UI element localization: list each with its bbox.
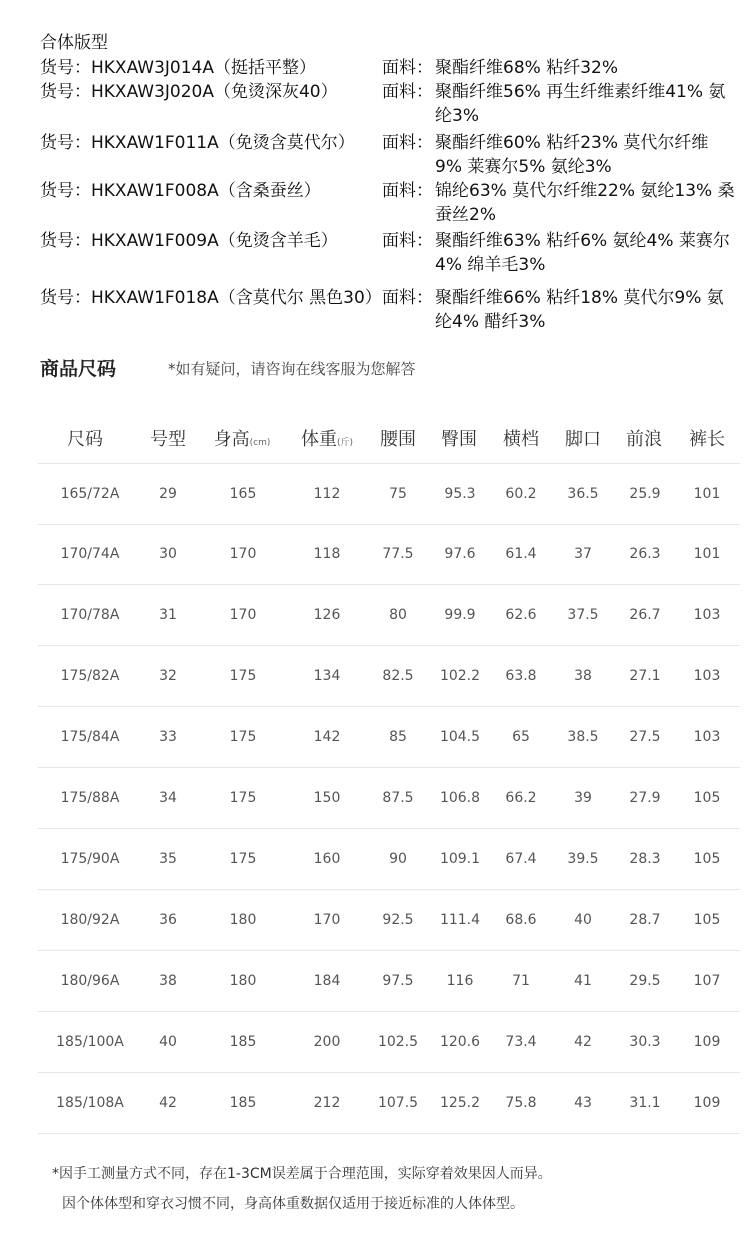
table-cell: 39.5 <box>567 851 599 867</box>
table-cell: 38 <box>159 973 177 989</box>
fabric-composition: 聚酯纤维63% 粘纤6% 氨纶4% 莱赛尔4% 绵羊毛3% <box>435 231 730 275</box>
table-cell: 30 <box>159 546 177 562</box>
size-section-title: 商品尺码 <box>40 358 117 380</box>
fabric-label: 面料： <box>382 82 433 102</box>
table-cell: 92.5 <box>382 912 414 928</box>
table-cell: 41 <box>574 973 592 989</box>
table-cell: 71 <box>512 973 530 989</box>
header-cell: 前浪 <box>626 429 662 450</box>
table-cell: 185 <box>229 1034 257 1050</box>
table-cell: 112 <box>313 486 341 502</box>
table-cell: 111.4 <box>439 912 481 928</box>
table-cell: 180/92A <box>60 912 120 928</box>
table-cell: 175 <box>229 790 257 806</box>
table-cell: 95.3 <box>444 486 476 502</box>
table-cell: 184 <box>313 973 341 989</box>
table-cell: 212 <box>313 1095 341 1111</box>
table-cell: 170 <box>313 912 341 928</box>
table-cell: 150 <box>313 790 341 806</box>
table-cell: 185/100A <box>56 1034 124 1050</box>
table-cell: 126 <box>313 607 341 623</box>
table-cell: 109 <box>693 1095 721 1111</box>
table-cell: 43 <box>574 1095 592 1111</box>
table-cell: 29 <box>159 486 177 502</box>
header-cell: 臀围 <box>441 429 477 450</box>
header-cell: 号型 <box>150 429 186 450</box>
table-cell: 27.5 <box>629 729 661 745</box>
table-cell: 40 <box>574 912 592 928</box>
table-row <box>38 829 740 890</box>
table-cell: 38 <box>574 668 592 684</box>
table-cell: 170 <box>229 546 257 562</box>
table-cell: 28.3 <box>629 851 661 867</box>
table-cell: 38.5 <box>567 729 599 745</box>
table-cell: 60.2 <box>505 486 537 502</box>
table-cell: 36 <box>159 912 177 928</box>
table-cell: 75 <box>389 486 407 502</box>
table-cell: 109.1 <box>439 851 481 867</box>
table-cell: 105 <box>693 790 721 806</box>
table-cell: 175/90A <box>60 851 120 867</box>
fabric-label: 面料： <box>382 133 433 153</box>
table-cell: 105 <box>693 851 721 867</box>
table-cell: 27.9 <box>629 790 661 806</box>
table-row <box>38 1012 740 1073</box>
size-table-header <box>40 417 740 457</box>
table-cell: 31.1 <box>629 1095 661 1111</box>
table-cell: 160 <box>313 851 341 867</box>
table-cell: 180/96A <box>60 973 120 989</box>
table-cell: 134 <box>313 668 341 684</box>
table-cell: 175/88A <box>60 790 120 806</box>
size-section-note: *如有疑问，请咨询在线客服为您解答 <box>168 360 416 378</box>
header-cell: 身高(cm) <box>213 429 271 450</box>
product-code: 货号：HKXAW1F008A（含桑蚕丝） <box>40 181 321 201</box>
table-cell: 87.5 <box>382 790 414 806</box>
product-code: 货号：HKXAW3J014A（挺括平整） <box>40 58 316 78</box>
footnote: 因个体体型和穿衣习惯不同，身高体重数据仅适用于接近标准的人体体型。 <box>62 1196 524 1212</box>
table-cell: 37 <box>574 546 592 562</box>
table-cell: 105 <box>693 912 721 928</box>
table-cell: 62.6 <box>505 607 537 623</box>
table-cell: 73.4 <box>505 1034 537 1050</box>
table-cell: 31 <box>159 607 177 623</box>
table-cell: 107.5 <box>377 1095 419 1111</box>
table-cell: 28.7 <box>629 912 661 928</box>
table-cell: 75.8 <box>505 1095 537 1111</box>
fabric-label: 面料： <box>382 181 433 201</box>
fabric-composition: 聚酯纤维68% 粘纤32% <box>435 58 618 78</box>
table-cell: 103 <box>693 668 721 684</box>
table-cell: 109 <box>693 1034 721 1050</box>
table-cell: 180 <box>229 973 257 989</box>
fabric-label: 面料： <box>382 58 433 78</box>
table-cell: 118 <box>313 546 341 562</box>
table-cell: 80 <box>389 607 407 623</box>
table-cell: 170/78A <box>60 607 120 623</box>
table-cell: 27.1 <box>629 668 661 684</box>
table-cell: 40 <box>159 1034 177 1050</box>
table-cell: 97.5 <box>382 973 414 989</box>
table-cell: 32 <box>159 668 177 684</box>
table-cell: 165/72A <box>60 486 120 502</box>
table-cell: 34 <box>159 790 177 806</box>
table-cell: 42 <box>574 1034 592 1050</box>
table-cell: 63.8 <box>505 668 537 684</box>
header-cell: 裤长 <box>689 429 725 450</box>
table-cell: 65 <box>512 729 530 745</box>
table-cell: 66.2 <box>505 790 537 806</box>
header-cell: 横档 <box>503 429 539 450</box>
table-row <box>38 951 740 1012</box>
table-cell: 30.3 <box>629 1034 661 1050</box>
table-cell: 102.2 <box>439 668 481 684</box>
table-cell: 104.5 <box>439 729 481 745</box>
table-cell: 175/82A <box>60 668 120 684</box>
product-code: 货号：HKXAW1F018A（含莫代尔 黑色30） <box>40 288 382 308</box>
product-code: 货号：HKXAW1F009A（免烫含羊毛） <box>40 231 338 251</box>
product-code: 货号：HKXAW3J020A（免烫深灰40） <box>40 82 338 102</box>
product-code: 货号：HKXAW1F011A（免烫含莫代尔） <box>40 133 355 153</box>
table-cell: 33 <box>159 729 177 745</box>
table-cell: 29.5 <box>629 973 661 989</box>
fabric-composition: 锦纶63% 莫代尔纤维22% 氨纶13% 桑蚕丝2% <box>435 181 735 225</box>
table-cell: 102.5 <box>377 1034 419 1050</box>
table-cell: 25.9 <box>629 486 661 502</box>
table-cell: 35 <box>159 851 177 867</box>
header-cell: 腰围 <box>380 429 416 450</box>
fit-label: 合体版型 <box>40 33 108 53</box>
table-cell: 180 <box>229 912 257 928</box>
table-cell: 101 <box>693 486 721 502</box>
table-cell: 67.4 <box>505 851 537 867</box>
table-cell: 42 <box>159 1095 177 1111</box>
table-cell: 107 <box>693 973 721 989</box>
table-row <box>38 585 740 646</box>
table-cell: 101 <box>693 546 721 562</box>
table-cell: 82.5 <box>382 668 414 684</box>
table-cell: 125.2 <box>439 1095 481 1111</box>
table-row <box>38 524 740 585</box>
table-cell: 37.5 <box>567 607 599 623</box>
table-cell: 106.8 <box>439 790 481 806</box>
table-cell: 103 <box>693 729 721 745</box>
fabric-label: 面料： <box>382 288 433 308</box>
fabric-composition: 聚酯纤维60% 粘纤23% 莫代尔纤维9% 莱赛尔5% 氨纶3% <box>435 133 709 177</box>
table-cell: 36.5 <box>567 486 599 502</box>
header-cell: 脚口 <box>565 429 601 450</box>
table-cell: 116 <box>446 973 474 989</box>
table-cell: 165 <box>229 486 257 502</box>
table-row <box>38 463 740 525</box>
table-row <box>38 890 740 951</box>
table-cell: 185 <box>229 1095 257 1111</box>
table-cell: 77.5 <box>382 546 414 562</box>
table-row <box>38 768 740 829</box>
table-cell: 142 <box>313 729 341 745</box>
table-cell: 26.3 <box>629 546 661 562</box>
fabric-composition: 聚酯纤维56% 再生纤维素纤维41% 氨纶3% <box>435 82 726 126</box>
table-cell: 97.6 <box>444 546 476 562</box>
fabric-label: 面料： <box>382 231 433 251</box>
table-cell: 68.6 <box>505 912 537 928</box>
table-cell: 61.4 <box>505 546 537 562</box>
table-cell: 90 <box>389 851 407 867</box>
table-cell: 185/108A <box>56 1095 124 1111</box>
fabric-composition: 聚酯纤维66% 粘纤18% 莫代尔9% 氨纶4% 醋纤3% <box>435 288 724 332</box>
table-cell: 120.6 <box>439 1034 481 1050</box>
table-cell: 175 <box>229 851 257 867</box>
table-row <box>38 1073 740 1134</box>
table-cell: 175 <box>229 668 257 684</box>
table-cell: 103 <box>693 607 721 623</box>
header-cell: 体重(斤) <box>300 429 354 450</box>
table-row <box>38 707 740 768</box>
table-cell: 170 <box>229 607 257 623</box>
table-cell: 99.9 <box>444 607 476 623</box>
table-cell: 85 <box>389 729 407 745</box>
table-cell: 39 <box>574 790 592 806</box>
footnote: *因手工测量方式不同，存在1-3CM误差属于合理范围，实际穿着效果因人而异。 <box>52 1166 552 1182</box>
table-cell: 26.7 <box>629 607 661 623</box>
table-cell: 200 <box>313 1034 341 1050</box>
table-cell: 170/74A <box>60 546 120 562</box>
table-row <box>38 646 740 707</box>
table-cell: 175 <box>229 729 257 745</box>
header-cell: 尺码 <box>67 429 103 450</box>
table-cell: 175/84A <box>60 729 120 745</box>
